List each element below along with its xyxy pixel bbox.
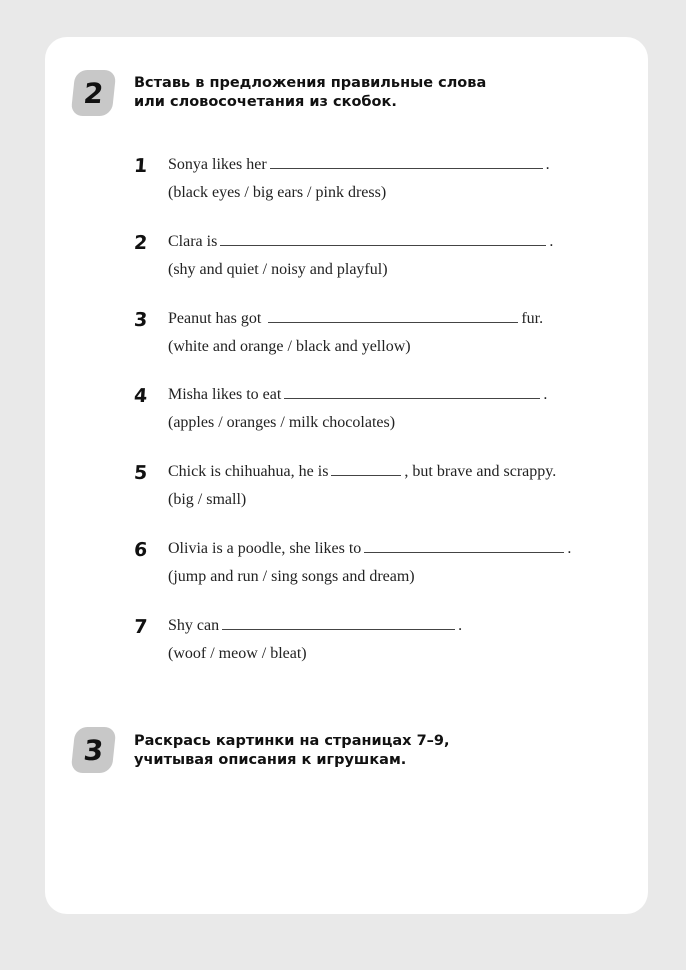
answer-options: (woof / meow / bleat) (168, 645, 307, 662)
answer-options: (white and orange / black and yellow) (168, 338, 411, 355)
answer-blank[interactable] (270, 156, 543, 169)
sentence (168, 617, 462, 635)
item-number: 7 (133, 616, 149, 638)
sentence-end: , but brave and scrappy. (404, 463, 557, 480)
answer-options: (apples / oranges / milk chocolates) (168, 414, 396, 431)
instruction-line: или словосочетания из скобок. (134, 94, 397, 110)
sentence-start: Misha likes to eat (168, 386, 282, 403)
sentence-start: Chick is chihuahua, he is (168, 463, 329, 480)
sentence-start: Clara is (168, 233, 218, 250)
answer-blank[interactable] (268, 310, 518, 323)
answer-options: (jump and run / sing songs and dream) (168, 568, 415, 585)
item-number: 2 (133, 232, 149, 254)
sentence-end: . (567, 540, 572, 557)
sentence (168, 310, 543, 328)
sentence-start: Olivia is a poodle, she likes to (168, 540, 362, 557)
sentence-end: . (458, 617, 463, 634)
item-number: 1 (133, 155, 149, 177)
sentence (168, 540, 571, 558)
instruction-line: Раскрась картинки на страницах 7–9, (134, 733, 450, 749)
sentence-end: . (549, 233, 554, 250)
sentence (168, 463, 556, 481)
sentence-start: Shy can (168, 617, 220, 634)
answer-blank[interactable] (220, 233, 546, 246)
answer-blank[interactable] (364, 540, 564, 553)
instruction-line: Вставь в предложения правильные слова (134, 75, 487, 91)
task-number-badge (71, 70, 117, 116)
sentence (168, 156, 550, 174)
item-number: 5 (133, 462, 149, 484)
sentence-end: fur. (521, 310, 544, 327)
answer-options: (black eyes / big ears / pink dress) (168, 184, 387, 201)
answer-blank[interactable] (331, 463, 401, 476)
answer-blank[interactable] (222, 617, 455, 630)
answer-options: (shy and quiet / noisy and playful) (168, 261, 388, 278)
item-number: 3 (133, 309, 149, 331)
sentence-end: . (545, 156, 550, 173)
sentence-start: Sonya likes her (168, 156, 267, 173)
instruction-line: учитывая описания к игрушкам. (134, 752, 407, 768)
sentence-end: . (543, 386, 548, 403)
task-number: 2 (82, 76, 105, 110)
sentence (168, 233, 553, 251)
item-number: 4 (133, 385, 149, 407)
task-number-badge (71, 727, 117, 773)
task-instructions (134, 74, 554, 112)
task-instructions (134, 732, 554, 770)
sentence (168, 386, 547, 404)
task-number: 3 (82, 733, 105, 767)
answer-blank[interactable] (284, 386, 540, 399)
sentence-start: Peanut has got (168, 310, 262, 327)
item-number: 6 (133, 539, 149, 561)
answer-options: (big / small) (168, 491, 247, 508)
